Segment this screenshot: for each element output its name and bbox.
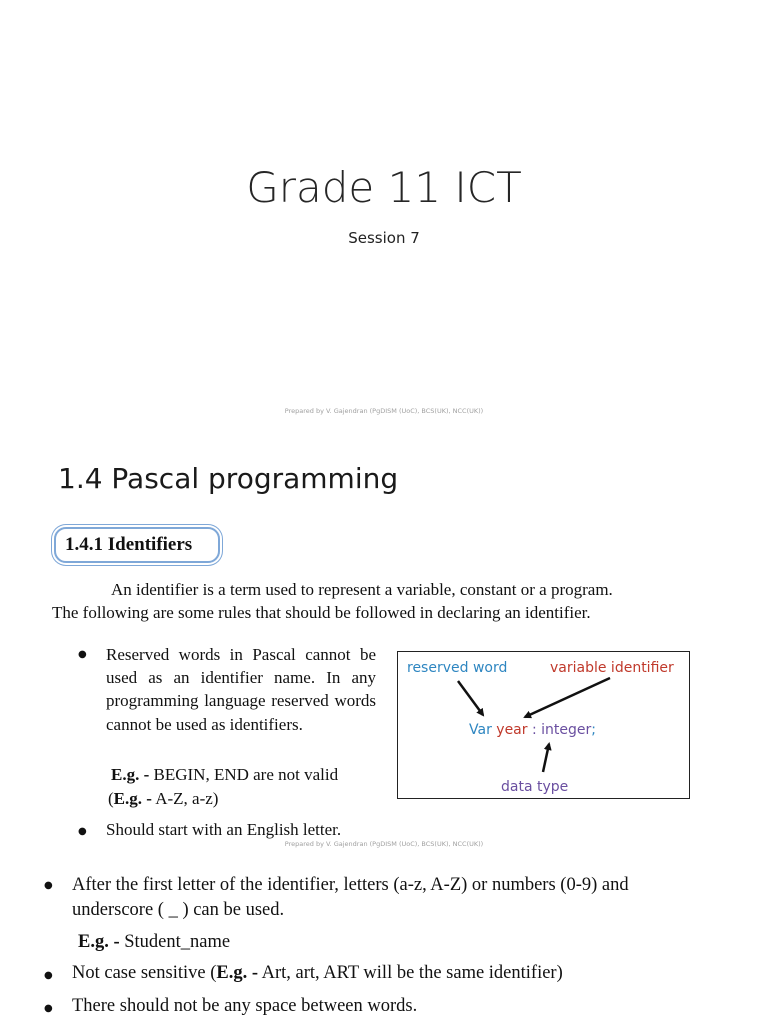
example-text: A-Z, a-z) xyxy=(151,789,219,808)
text-part: Not case sensitive ( xyxy=(72,963,217,983)
bullet-icon: ● xyxy=(44,970,53,981)
bullet-no-space: There should not be any space between words. xyxy=(72,996,418,1016)
example-text: Student_name xyxy=(119,932,231,952)
identifiers-box-heading: 1.4.1 Identifiers xyxy=(54,527,220,563)
arrow-data-type xyxy=(543,744,549,772)
example-label: E.g. - xyxy=(78,932,120,952)
code-var: Var xyxy=(469,722,492,738)
prepared-by-footer-2: Prepared by V. Gajendran (PgDISM (UoC), BCS(UK), NCC(UK)) xyxy=(284,840,484,848)
data-type-label: data type xyxy=(501,779,569,795)
text-part: Art, art, ART will be the same identifier) xyxy=(258,963,563,983)
code-semicolon: ; xyxy=(591,722,596,738)
bullet-english-letter: Should start with an English letter. xyxy=(106,820,342,839)
diagram-svg xyxy=(398,652,691,800)
bullet-icon: ● xyxy=(44,1003,53,1014)
variable-identifier-label: variable identifier xyxy=(550,660,674,676)
paren-open: ( xyxy=(108,789,114,808)
bullet-case-sensitive xyxy=(72,963,563,984)
code-line xyxy=(469,722,596,738)
slide-title: Grade 11 ICT xyxy=(246,163,522,212)
bullet-after-first-letter: After the first letter of the identifier, letters (a-z, A-Z) or numbers (0-9) and underscore ( _ ) can be used. xyxy=(72,875,629,920)
code-integer: integer xyxy=(541,722,592,738)
bullet-icon: ● xyxy=(78,649,87,660)
prepared-by-footer: Prepared by V. Gajendran (PgDISM (UoC), BCS(UK), NCC(UK)) xyxy=(284,407,484,415)
code-year: year xyxy=(496,722,528,738)
slide-subtitle: Session 7 xyxy=(348,229,420,247)
code-colon: : xyxy=(527,722,542,738)
arrow-variable-identifier xyxy=(525,678,610,717)
intro-line-2: The following are some rules that should be followed in declaring an identifier. xyxy=(52,603,591,622)
example-text: BEGIN, END are not valid xyxy=(149,765,339,784)
identifier-diagram xyxy=(397,651,690,799)
example-label: E.g. - xyxy=(111,765,150,784)
example-student-name xyxy=(78,932,230,953)
section-heading: 1.4 Pascal programming xyxy=(58,462,399,495)
arrow-reserved-word xyxy=(458,681,483,715)
reserved-word-label: reserved word xyxy=(407,660,508,676)
bullet-icon: ● xyxy=(78,826,87,837)
example-label: E.g. - xyxy=(113,789,152,808)
example-begin-end xyxy=(111,765,338,785)
bullet-reserved-words: Reserved words in Pascal cannot be used as an identifier name. In any programming language reserved words cannot be used as identifiers. xyxy=(106,645,376,734)
example-label: E.g. - xyxy=(216,963,258,983)
bullet-icon: ● xyxy=(44,880,53,891)
intro-line-1: An identifier is a term used to represent a variable, constant or a program. xyxy=(111,580,613,599)
example-a-z xyxy=(108,789,218,809)
